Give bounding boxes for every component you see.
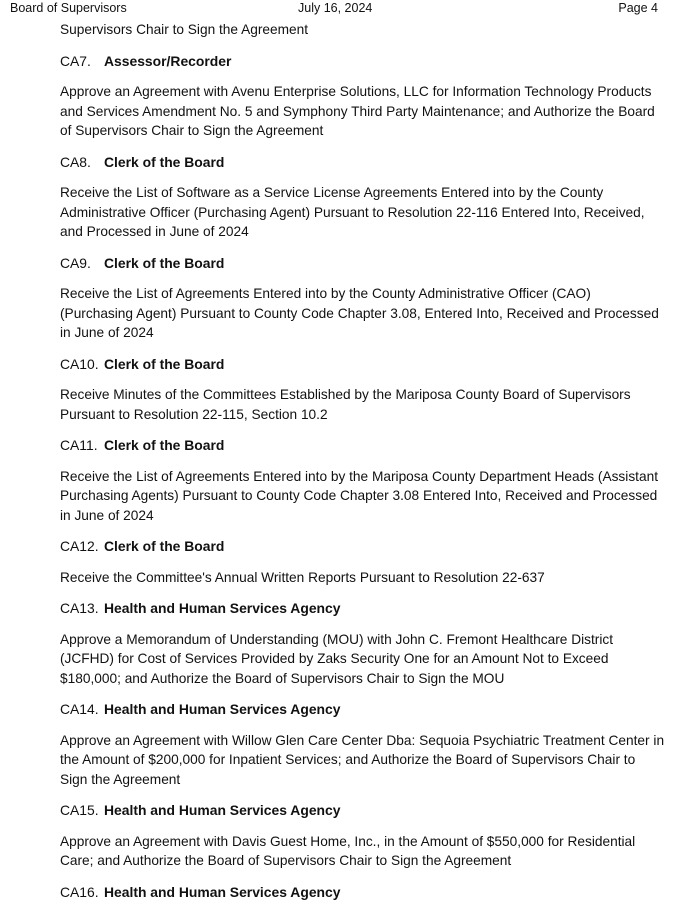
item-heading — [60, 883, 665, 903]
item-number: CA8. — [60, 153, 91, 170]
item-heading — [60, 153, 665, 173]
item-number: CA10. — [60, 355, 99, 372]
item-department: Clerk of the Board — [104, 153, 225, 170]
item-number: CA13. — [60, 600, 99, 616]
item-department: Clerk of the Board — [104, 355, 225, 372]
item-number: CA9. — [60, 254, 91, 271]
agenda-item — [60, 599, 665, 688]
item-heading — [60, 700, 665, 720]
header-date: July 16, 2024 — [298, 1, 373, 15]
item-number: CA11. — [60, 437, 98, 453]
item-description: Receive the List of Software as a Service License Agreements Entered into by the County Administrative Officer (Purchasing Agent) Pursuant to Resolution 22-116 Entered Into, Received, and Processed in June of 2024 — [60, 185, 645, 239]
item-heading — [60, 355, 665, 375]
agenda-content — [60, 20, 665, 913]
item-number: CA7. — [60, 52, 91, 69]
item-description: Approve a Memorandum of Understanding (MOU) with John C. Fremont Healthcare District (JCFHD) for Cost of Services Provided by Zaks Security One for an Amount Not to Exceed $180,000; and Authorize the Board of Supervisors Chair to Sign the MOU — [60, 631, 614, 686]
item-department: Health and Human Services Agency — [104, 883, 341, 900]
item-heading — [60, 254, 665, 274]
item-department: Health and Human Services Agency — [104, 802, 341, 818]
item-description: Approve an Agreement with Avenu Enterprise Solutions, LLC for Information Technology Products and Services Amendment No. 5 and Symphony Third Party Maintenance; and Authorize the Board of Supervisors Chair to Sign the Agreement — [60, 84, 655, 138]
item-department: Clerk of the Board — [104, 538, 225, 554]
item-heading — [60, 599, 665, 619]
agenda-item — [60, 436, 665, 525]
item-description: Receive the Committee's Annual Written Reports Pursuant to Resolution 22-637 — [60, 569, 545, 585]
header-page-number: Page 4 — [618, 1, 658, 15]
item-description: Receive the List of Agreements Entered into by the County Administrative Officer (CAO) (Purchasing Agent) Pursuant to County Code Chapter 3.08, Entered Into, Received and Processed in June of 2024 — [60, 286, 659, 340]
agenda-item — [60, 700, 665, 789]
item-department: Clerk of the Board — [104, 254, 225, 271]
agenda-item — [60, 355, 665, 425]
item-description: Approve an Agreement with Davis Guest Home, Inc., in the Amount of $550,000 for Residential Care; and Authorize the Board of Supervisors Chair to Sign the Agreement — [60, 833, 636, 868]
agenda-item — [60, 801, 665, 871]
item-heading — [60, 801, 665, 821]
item-number: CA12. — [60, 538, 99, 554]
item-number: CA15. — [60, 802, 99, 818]
agenda-item — [60, 254, 665, 343]
agenda-item — [60, 883, 665, 903]
page-header — [0, 1, 680, 19]
agenda-item — [60, 153, 665, 242]
item-heading — [60, 537, 665, 557]
header-board-name: Board of Supervisors — [10, 1, 127, 15]
item-description: Receive the List of Agreements Entered into by the Mariposa County Department Heads (Assistant Purchasing Agents) Pursuant to County Code Chapter 3.08 Entered Into, Received and Processed in June of 2024 — [60, 468, 658, 523]
agenda-item — [60, 537, 665, 587]
item-number: CA16. — [60, 883, 99, 900]
continued-text: Supervisors Chair to Sign the Agreement — [60, 22, 309, 37]
item-number: CA14. — [60, 701, 99, 717]
item-description: Approve an Agreement with Willow Glen Care Center Dba: Sequoia Psychiatric Treatment Center in the Amount of $200,000 for Inpatient Services; and Authorize the Board of Supervisors Chair to Sign the Agreement — [60, 732, 665, 787]
item-department: Assessor/Recorder — [104, 52, 232, 69]
agenda-item — [60, 52, 665, 141]
item-department: Health and Human Services Agency — [104, 701, 341, 717]
item-department: Clerk of the Board — [104, 437, 225, 453]
item-department: Health and Human Services Agency — [104, 600, 341, 616]
item-heading — [60, 436, 665, 456]
item-description: Receive Minutes of the Committees Established by the Mariposa County Board of Supervisors Pursuant to Resolution 22-115, Section 10.2 — [60, 387, 631, 422]
item-heading — [60, 52, 665, 72]
